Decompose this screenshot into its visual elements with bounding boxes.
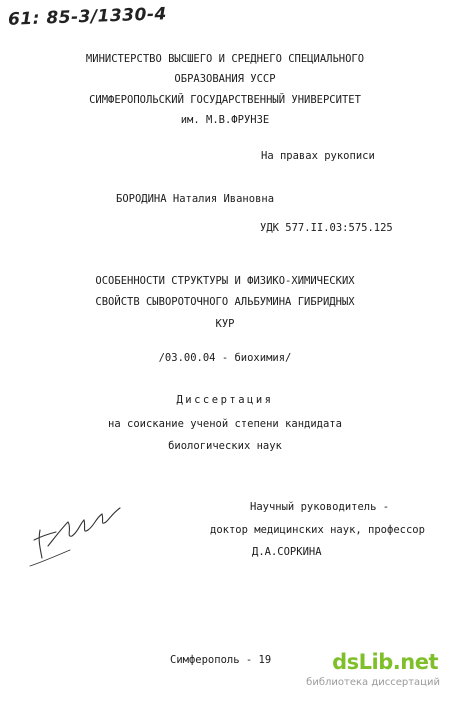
place-and-year: Симферополь - 19 [170,654,272,666]
ministry-line: МИНИСТЕРСТВО ВЫСШЕГО И СРЕДНЕГО СПЕЦИАЛЬНОГО [85,53,365,65]
supervisor-role: Научный руководитель - [250,501,390,513]
archive-number: 61: 85-3/1330-4 [7,4,168,30]
university-name: СИМФЕРОПОЛЬСКИЙ ГОСУДАРСТВЕННЫЙ УНИВЕРСИТЕТ [89,94,361,106]
watermark-logo: dsLib.net [332,650,438,674]
title-line-1: ОСОБЕННОСТИ СТРУКТУРЫ И ФИЗИКО-ХИМИЧЕСКИХ [95,275,355,287]
author-name: БОРОДИНА Наталия Ивановна [116,193,275,205]
watermark-caption: библиотека диссертаций [306,677,440,688]
university-patron: им. М.В.ФРУНЗЕ [180,114,270,126]
degree-line-2: биологических наук [168,440,282,452]
document-type: Диссертация [176,394,274,406]
handwritten-signature [12,492,132,577]
udc-code: УДК 577.II.03:575.125 [260,222,393,234]
title-line-2: СВОЙСТВ СЫВОРОТОЧНОГО АЛЬБУМИНА ГИБРИДНЫХ [95,296,355,308]
rights-note: На правах рукописи [261,150,375,162]
degree-line-1: на соискание ученой степени кандидата [108,418,342,430]
specialty-code: /03.00.04 - биохимия/ [158,352,292,364]
ministry-line-2: ОБРАЗОВАНИЯ УССР [174,73,276,85]
supervisor-title: доктор медицинских наук, профессор [210,524,425,536]
supervisor-name: Д.А.СОРКИНА [252,546,322,558]
title-line-3: КУР [215,318,235,330]
